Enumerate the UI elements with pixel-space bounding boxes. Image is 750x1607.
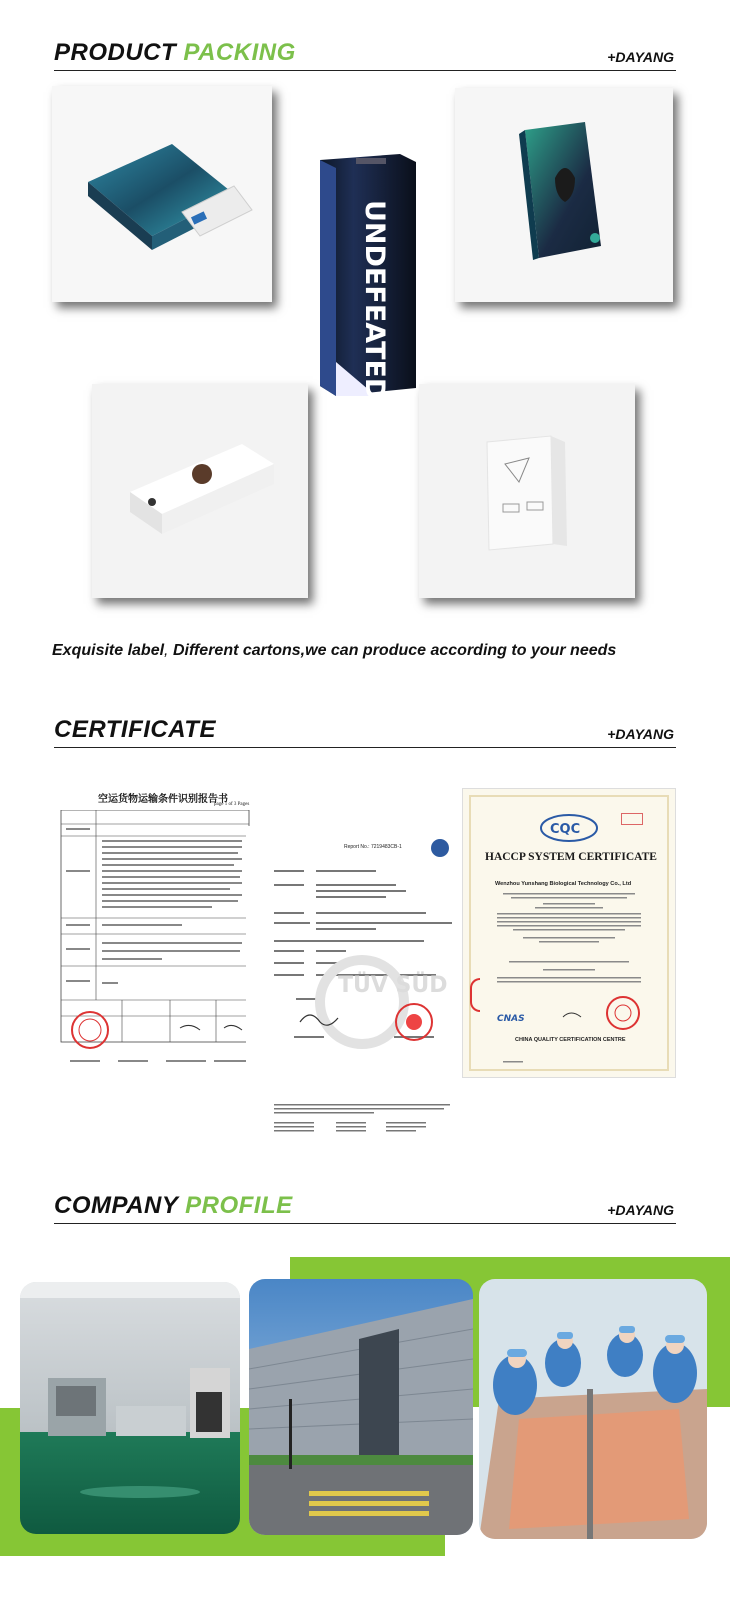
- box-print-text: UNDEFEATED: [359, 200, 390, 400]
- profile-brand: +DAYANG: [607, 1202, 674, 1218]
- certificate-doc-1: 空运货物运输条件识别报告书 page 1 of 3 Pages: [46, 784, 254, 1084]
- certificate-seal-icon: [72, 1012, 108, 1048]
- packing-tagline: Exquisite label, Different cartons,we can produce according to your needs: [52, 642, 617, 659]
- svg-text:CNAS: CNAS: [497, 1014, 525, 1024]
- tuv-watermark: TÜV SÜD: [338, 973, 448, 998]
- packing-photo-5: [419, 384, 635, 598]
- packing-brand: +DAYANG: [607, 49, 674, 65]
- svg-text:CQC: CQC: [550, 822, 581, 837]
- certificate-title: CERTIFICATE: [54, 716, 216, 743]
- certificate-brand: +DAYANG: [607, 726, 674, 742]
- certificate-seal-edge: [470, 978, 480, 1012]
- packing-photo-1: [52, 86, 272, 302]
- profile-photo-workshop: [20, 1282, 240, 1534]
- certificate-header: [54, 717, 676, 748]
- product-box-icon: [52, 86, 272, 302]
- profile-header: [54, 1193, 676, 1224]
- profile-photo-production: [479, 1279, 707, 1539]
- packing-photo-3: [455, 88, 673, 302]
- packing-header: [54, 40, 676, 71]
- certificate-doc-2: Report No.: 7219483CB-1 TÜV SÜD: [246, 826, 478, 1156]
- packing-title: PRODUCT PACKING: [54, 39, 296, 66]
- profile-title: COMPANY PROFILE: [54, 1192, 293, 1219]
- profile-photo-building: [249, 1279, 473, 1535]
- certificate-doc-3: CQC HACCP SYSTEM CERTIFICATE Wenzhou Yunshang Biological Technology Co., Ltd CNAS CHINA QUALITY CERTIFICATION CENTRE: [462, 788, 676, 1078]
- packing-photo-4: [92, 384, 308, 598]
- packing-photo-2: [316, 150, 420, 400]
